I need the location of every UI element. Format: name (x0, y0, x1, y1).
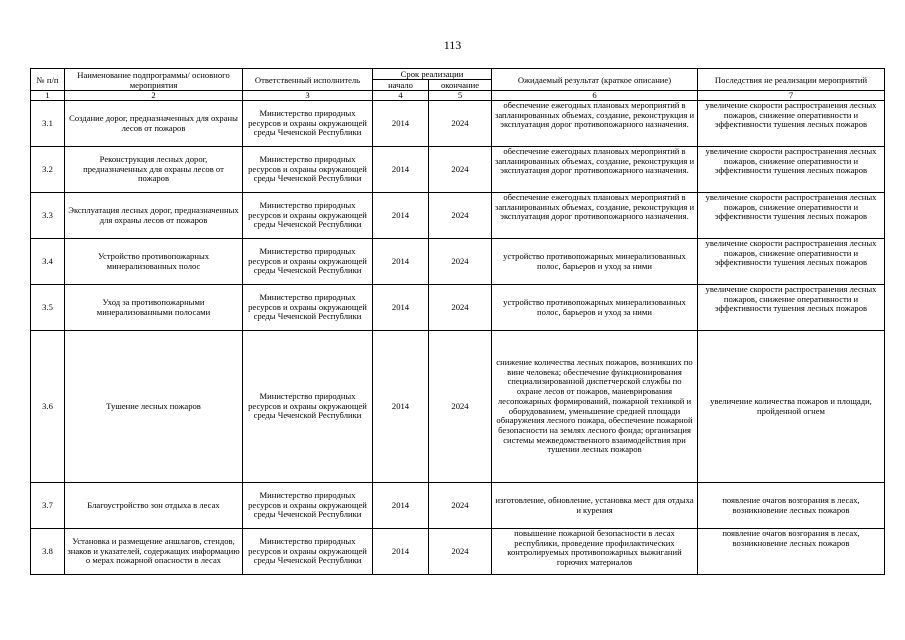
col-number: 7 (698, 91, 885, 101)
row-name: Устройство противопожарных минерализованных полос (65, 239, 243, 285)
row-start: 2014 (373, 239, 429, 285)
col-number: 3 (243, 91, 373, 101)
table-row (31, 285, 885, 331)
row-name: Установка и размещение аншлагов, стендов, знаков и указателей, содержащих информацию о мерах пожарной опасности в лесах (65, 529, 243, 575)
row-num: 3.7 (31, 483, 65, 529)
col-number: 6 (492, 91, 698, 101)
header-name: Наименование подпрограммы/ основного мероприятия (65, 69, 243, 91)
col-number: 1 (31, 91, 65, 101)
row-start: 2014 (373, 193, 429, 239)
row-name: Эксплуатация лесных дорог, предназначенных для охраны лесов от пожаров (65, 193, 243, 239)
row-num: 3.1 (31, 101, 65, 147)
row-executor: Министерство природных ресурсов и охраны окружающей среды Чеченской Республики (243, 147, 373, 193)
row-result: обеспечение ежегодных плановых мероприятий в запланированных объемах, создание, реконструкция и эксплуатация дорог противопожарного назначения. (492, 101, 698, 147)
row-name: Реконструкция лесных дорог, предназначенных для охраны лесов от пожаров (65, 147, 243, 193)
row-executor: Министерство природных ресурсов и охраны окружающей среды Чеченской Республики (243, 529, 373, 575)
table-row (31, 147, 885, 193)
row-start: 2014 (373, 101, 429, 147)
row-name: Тушение лесных пожаров (65, 331, 243, 483)
row-consequences: увеличение скорости распространения лесных пожаров, снижение оперативности и эффективности тушения лесных пожаров (698, 101, 885, 147)
page-number: 113 (443, 38, 462, 52)
table-row (31, 239, 885, 285)
header-num: № п/п (31, 69, 65, 91)
row-consequences: появление очагов возгорания в лесах, возникновение лесных пожаров (698, 483, 885, 529)
row-end: 2024 (429, 193, 492, 239)
row-num: 3.2 (31, 147, 65, 193)
row-result: снижение количества лесных пожаров, возникших по вине человека; обеспечение функционирования специализированной диспетчерской службы по охране лесов от пожаров, маневрирования лесопожарных формирований, пожарной техникой и оборудованием, уменьшение средней площади обнаружения лесного пожара, обеспечение пожарной безопасности на землях лесного фонда; организация системы межведомственного взаимодействия при тушении лесных пожаров (492, 331, 698, 483)
row-num: 3.8 (31, 529, 65, 575)
row-consequences: увеличение количества пожаров и площади, пройденной огнем (698, 331, 885, 483)
row-consequences: увеличение скорости распространения лесных пожаров, снижение оперативности и эффективности тушения лесных пожаров (698, 239, 885, 285)
row-consequences: увеличение скорости распространения лесных пожаров, снижение оперативности и эффективности тушения лесных пожаров (698, 285, 885, 331)
row-num: 3.5 (31, 285, 65, 331)
row-end: 2024 (429, 331, 492, 483)
row-consequences: увеличение скорости распространения лесных пожаров, снижение оперативности и эффективности тушения лесных пожаров (698, 193, 885, 239)
row-end: 2024 (429, 285, 492, 331)
row-consequences: увеличение скорости распространения лесных пожаров, снижение оперативности и эффективности тушения лесных пожаров (698, 147, 885, 193)
row-start: 2014 (373, 483, 429, 529)
row-name: Создание дорог, предназначенных для охраны лесов от пожаров (65, 101, 243, 147)
table-row (31, 483, 885, 529)
row-start: 2014 (373, 529, 429, 575)
header-start: начало (373, 80, 429, 91)
row-num: 3.6 (31, 331, 65, 483)
row-start: 2014 (373, 331, 429, 483)
col-number: 5 (429, 91, 492, 101)
row-start: 2014 (373, 285, 429, 331)
row-executor: Министерство природных ресурсов и охраны окружающей среды Чеченской Республики (243, 101, 373, 147)
table-row (31, 529, 885, 575)
row-end: 2024 (429, 101, 492, 147)
row-end: 2024 (429, 147, 492, 193)
row-executor: Министерство природных ресурсов и охраны окружающей среды Чеченской Республики (243, 239, 373, 285)
row-executor: Министерство природных ресурсов и охраны окружающей среды Чеченской Республики (243, 193, 373, 239)
row-executor: Министерство природных ресурсов и охраны окружающей среды Чеченской Республики (243, 483, 373, 529)
header-period: Срок реализации (373, 69, 492, 80)
table-row (31, 331, 885, 483)
row-result: устройство противопожарных минерализованных полос, барьеров и уход за ними (492, 285, 698, 331)
row-result: обеспечение ежегодных плановых мероприятий в запланированных объемах, создание, реконструкция и эксплуатация дорог противопожарного назначения. (492, 193, 698, 239)
row-num: 3.4 (31, 239, 65, 285)
header-end: окончание (429, 80, 492, 91)
row-executor: Министерство природных ресурсов и охраны окружающей среды Чеченской Республики (243, 331, 373, 483)
col-number: 4 (373, 91, 429, 101)
row-start: 2014 (373, 147, 429, 193)
row-end: 2024 (429, 483, 492, 529)
table-row (31, 101, 885, 147)
row-name: Благоустройство зон отдыха в лесах (65, 483, 243, 529)
measures-table (30, 68, 885, 575)
row-consequences: появление очагов возгорания в лесах, возникновение лесных пожаров (698, 529, 885, 575)
row-executor: Министерство природных ресурсов и охраны окружающей среды Чеченской Республики (243, 285, 373, 331)
row-result: устройство противопожарных минерализованных полос, барьеров и уход за ними (492, 239, 698, 285)
col-number: 2 (65, 91, 243, 101)
table-row (31, 193, 885, 239)
header-consequences: Последствия не реализации мероприятий (698, 69, 885, 91)
header-result: Ожидаемый результат (краткое описание) (492, 69, 698, 91)
row-end: 2024 (429, 529, 492, 575)
row-result: обеспечение ежегодных плановых мероприятий в запланированных объемах, создание, реконструкция и эксплуатация дорог противопожарного назначения. (492, 147, 698, 193)
row-end: 2024 (429, 239, 492, 285)
row-num: 3.3 (31, 193, 65, 239)
row-result: повышение пожарной безопасности в лесах республики, проведение профилактических контролируемых противопожарных выжиганий горючих материалов (492, 529, 698, 575)
header-executor: Ответственный исполнитель (243, 69, 373, 91)
row-name: Уход за противопожарными минерализованными полосами (65, 285, 243, 331)
row-result: изготовление, обновление, установка мест для отдыха и курения (492, 483, 698, 529)
